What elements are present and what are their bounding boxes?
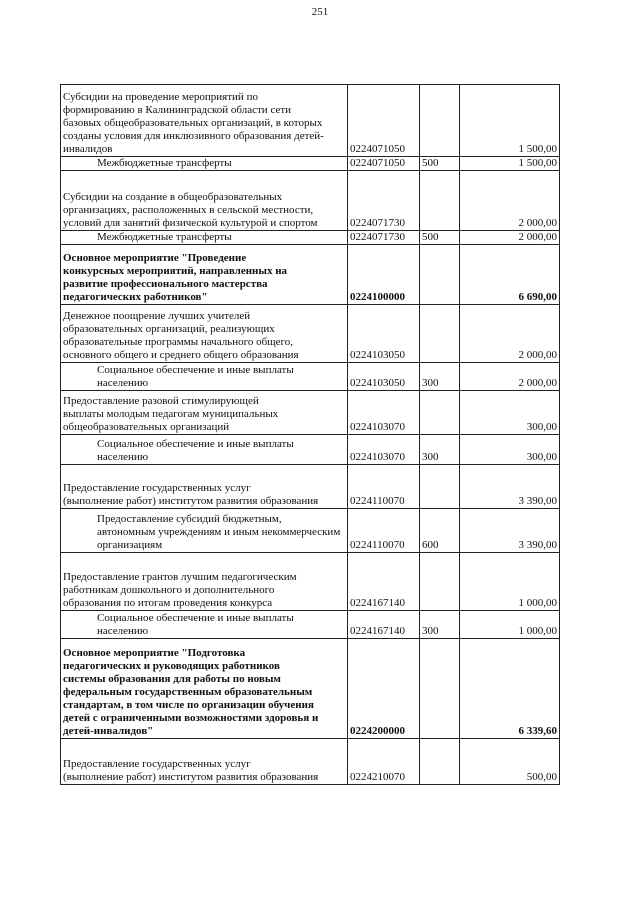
row-sum: 1 500,00 bbox=[460, 85, 560, 157]
row-vr bbox=[420, 171, 460, 231]
row-code: 0224100000 bbox=[348, 245, 420, 305]
table-row bbox=[61, 363, 560, 391]
row-name: Предоставление субсидий бюджетным, автономным учреждениям и иным некоммерческим организациям bbox=[61, 509, 348, 553]
row-code: 0224071730 bbox=[348, 231, 420, 245]
row-name: Субсидии на создание в общеобразовательных организациях, расположенных в сельской местности, условий для занятий физической культурой и спортом bbox=[61, 171, 348, 231]
table-row bbox=[61, 553, 560, 611]
row-name: Предоставление государственных услуг (выполнение работ) институтом развития образования bbox=[61, 739, 348, 785]
row-vr: 600 bbox=[420, 509, 460, 553]
row-code: 0224103070 bbox=[348, 391, 420, 435]
row-code: 0224103070 bbox=[348, 435, 420, 465]
row-vr: 300 bbox=[420, 435, 460, 465]
row-code: 0224071730 bbox=[348, 171, 420, 231]
row-sum: 300,00 bbox=[460, 391, 560, 435]
row-sum: 2 000,00 bbox=[460, 363, 560, 391]
row-name: Предоставление государственных услуг (выполнение работ) институтом развития образования bbox=[61, 465, 348, 509]
row-sum: 1 000,00 bbox=[460, 553, 560, 611]
row-name: Денежное поощрение лучших учителей образовательных организаций, реализующих образовательные программы начального общего, основного общего и среднего общего образования bbox=[61, 305, 348, 363]
row-vr bbox=[420, 245, 460, 305]
table-row bbox=[61, 611, 560, 639]
row-name: Субсидии на проведение мероприятий по формированию в Калининградской области сети базовых общеобразовательных организаций, в которых созданы условия для инклюзивного образования детей- инвалидов bbox=[61, 85, 348, 157]
row-sum: 3 390,00 bbox=[460, 509, 560, 553]
row-code: 0224210070 bbox=[348, 739, 420, 785]
table-row bbox=[61, 391, 560, 435]
table-row bbox=[61, 171, 560, 231]
row-sum: 1 500,00 bbox=[460, 157, 560, 171]
row-code: 0224103050 bbox=[348, 363, 420, 391]
row-vr bbox=[420, 85, 460, 157]
row-sum: 3 390,00 bbox=[460, 465, 560, 509]
row-name: Социальное обеспечение и иные выплаты населению bbox=[61, 363, 348, 391]
row-code: 0224103050 bbox=[348, 305, 420, 363]
row-vr bbox=[420, 553, 460, 611]
table-row bbox=[61, 157, 560, 171]
table-row bbox=[61, 305, 560, 363]
table-row bbox=[61, 85, 560, 157]
row-name: Социальное обеспечение и иные выплаты населению bbox=[61, 435, 348, 465]
row-vr: 500 bbox=[420, 157, 460, 171]
row-sum: 6 339,60 bbox=[460, 639, 560, 739]
row-vr bbox=[420, 391, 460, 435]
row-sum: 2 000,00 bbox=[460, 231, 560, 245]
table-row bbox=[61, 435, 560, 465]
row-sum: 500,00 bbox=[460, 739, 560, 785]
row-vr: 500 bbox=[420, 231, 460, 245]
row-sum: 2 000,00 bbox=[460, 171, 560, 231]
table-row bbox=[61, 245, 560, 305]
budget-table bbox=[60, 84, 560, 785]
row-code: 0224110070 bbox=[348, 465, 420, 509]
row-sum: 2 000,00 bbox=[460, 305, 560, 363]
row-sum: 6 690,00 bbox=[460, 245, 560, 305]
table-row bbox=[61, 465, 560, 509]
table-row bbox=[61, 639, 560, 739]
page-number: 251 bbox=[311, 6, 329, 18]
row-vr: 300 bbox=[420, 363, 460, 391]
row-name: Межбюджетные трансферты bbox=[61, 157, 348, 171]
row-name: Основное мероприятие "Проведение конкурсных мероприятий, направленных на развитие профессионального мастерства педагогических работников" bbox=[61, 245, 348, 305]
row-code: 0224200000 bbox=[348, 639, 420, 739]
row-vr bbox=[420, 739, 460, 785]
row-name: Предоставление разовой стимулирующей выплаты молодым педагогам муниципальных общеобразовательных организаций bbox=[61, 391, 348, 435]
row-code: 0224167140 bbox=[348, 611, 420, 639]
table-row bbox=[61, 509, 560, 553]
table-row bbox=[61, 231, 560, 245]
table-row bbox=[61, 739, 560, 785]
row-vr bbox=[420, 639, 460, 739]
row-code: 0224110070 bbox=[348, 509, 420, 553]
row-vr bbox=[420, 305, 460, 363]
row-name: Межбюджетные трансферты bbox=[61, 231, 348, 245]
row-name: Предоставление грантов лучшим педагогическим работникам дошкольного и дополнительного образования по итогам проведения конкурса bbox=[61, 553, 348, 611]
row-code: 0224071050 bbox=[348, 157, 420, 171]
row-name: Социальное обеспечение и иные выплаты населению bbox=[61, 611, 348, 639]
row-code: 0224071050 bbox=[348, 85, 420, 157]
row-name: Основное мероприятие "Подготовка педагогических и руководящих работников системы образования для работы по новым федеральным государственным образовательным стандартам, в том числе по организации обучения детей с ограниченными возможностями здоровья и детей-инвалидов" bbox=[61, 639, 348, 739]
row-code: 0224167140 bbox=[348, 553, 420, 611]
row-vr bbox=[420, 465, 460, 509]
row-sum: 1 000,00 bbox=[460, 611, 560, 639]
row-vr: 300 bbox=[420, 611, 460, 639]
row-sum: 300,00 bbox=[460, 435, 560, 465]
